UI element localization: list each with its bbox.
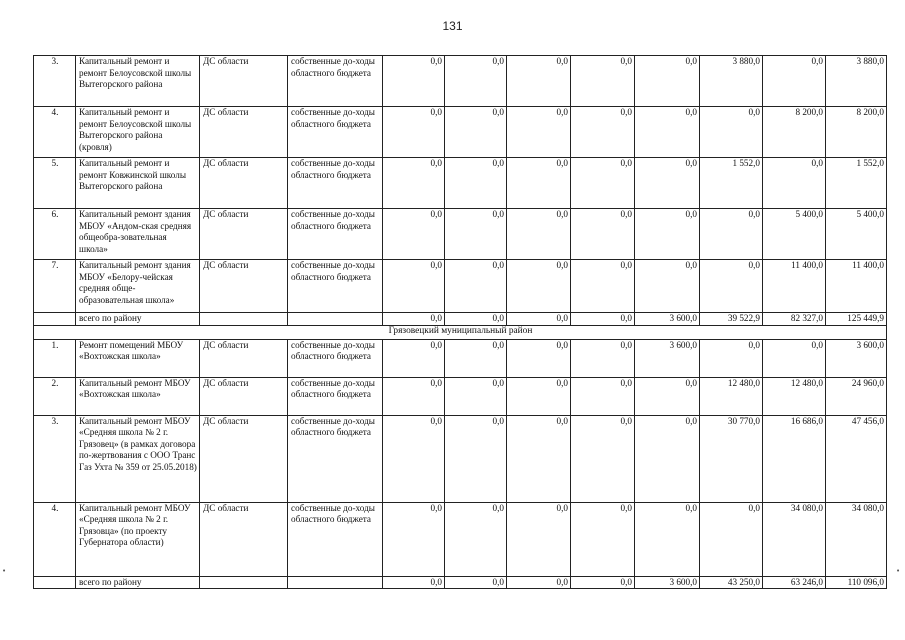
table-row	[34, 158, 887, 209]
amount-cell: 16 686,0	[763, 415, 826, 502]
total-amount: 0,0	[383, 576, 445, 589]
amount-cell: 8 200,0	[826, 107, 887, 158]
total-amount: 3 600,0	[635, 576, 700, 589]
total-blank	[34, 313, 76, 326]
amount-cell: 0,0	[383, 209, 445, 260]
total-amount: 43 250,0	[700, 576, 763, 589]
amount-cell: 47 456,0	[826, 415, 887, 502]
amount-cell: 0,0	[383, 158, 445, 209]
table-body	[34, 56, 887, 589]
total-label: всего по району	[76, 576, 200, 589]
table-row	[34, 209, 887, 260]
executor: ДС области	[200, 158, 288, 209]
executor: ДС области	[200, 377, 288, 415]
amount-cell: 3 880,0	[700, 56, 763, 107]
amount-cell: 0,0	[571, 56, 635, 107]
amount-cell: 0,0	[571, 377, 635, 415]
funding-source: собственные до-ходы областного бюджета	[288, 415, 383, 502]
funding-source: собственные до-ходы областного бюджета	[288, 107, 383, 158]
amount-cell: 0,0	[445, 260, 507, 313]
amount-cell: 0,0	[507, 415, 571, 502]
row-number: 5.	[34, 158, 76, 209]
total-amount: 0,0	[445, 313, 507, 326]
funding-source: собственные до-ходы областного бюджета	[288, 339, 383, 377]
page-number: 131	[442, 19, 463, 33]
amount-cell: 0,0	[383, 56, 445, 107]
amount-cell: 0,0	[383, 260, 445, 313]
amount-cell: 0,0	[571, 107, 635, 158]
total-label: всего по району	[76, 313, 200, 326]
funding-source: собственные до-ходы областного бюджета	[288, 502, 383, 576]
measure-name: Капитальный ремонт здания МБОУ «Андом-ская средняя общеобра-зовательная школа»	[76, 209, 200, 260]
amount-cell: 0,0	[571, 260, 635, 313]
amount-cell: 0,0	[763, 339, 826, 377]
row-number: 7.	[34, 260, 76, 313]
measure-name: Капитальный ремонт и ремонт Ковжинской школы Вытегорского района	[76, 158, 200, 209]
total-amount: 0,0	[445, 576, 507, 589]
measure-name: Капитальный ремонт здания МБОУ «Белору-чейская средняя обще-образовательная школа»	[76, 260, 200, 313]
amount-cell: 0,0	[445, 56, 507, 107]
amount-cell: 0,0	[507, 377, 571, 415]
amount-cell: 0,0	[507, 502, 571, 576]
total-blank	[34, 576, 76, 589]
amount-cell: 0,0	[635, 56, 700, 107]
amount-cell: 0,0	[763, 56, 826, 107]
amount-cell: 34 080,0	[763, 502, 826, 576]
measure-name: Капитальный ремонт и ремонт Белоусовской школы Вытегорского района	[76, 56, 200, 107]
row-number: 4.	[34, 107, 76, 158]
amount-cell: 0,0	[635, 502, 700, 576]
executor: ДС области	[200, 56, 288, 107]
amount-cell: 0,0	[571, 415, 635, 502]
amount-cell: 3 600,0	[635, 339, 700, 377]
total-amount: 0,0	[571, 313, 635, 326]
scan-mark: •	[2, 567, 7, 575]
funding-source: собственные до-ходы областного бюджета	[288, 377, 383, 415]
table-row	[34, 56, 887, 107]
amount-cell: 0,0	[445, 502, 507, 576]
total-amount: 110 096,0	[826, 576, 887, 589]
budget-table	[33, 55, 887, 589]
amount-cell: 8 200,0	[763, 107, 826, 158]
amount-cell: 0,0	[700, 502, 763, 576]
amount-cell: 1 552,0	[700, 158, 763, 209]
row-number: 4.	[34, 502, 76, 576]
amount-cell: 12 480,0	[700, 377, 763, 415]
table-row	[34, 377, 887, 415]
executor: ДС области	[200, 415, 288, 502]
table-row	[34, 107, 887, 158]
amount-cell: 0,0	[383, 339, 445, 377]
total-amount: 0,0	[383, 313, 445, 326]
total-amount: 3 600,0	[635, 313, 700, 326]
total-blank	[288, 576, 383, 589]
row-number: 3.	[34, 56, 76, 107]
total-amount: 82 327,0	[763, 313, 826, 326]
total-amount: 39 522,9	[700, 313, 763, 326]
total-amount: 0,0	[507, 576, 571, 589]
total-blank	[200, 576, 288, 589]
amount-cell: 0,0	[507, 107, 571, 158]
amount-cell: 0,0	[700, 339, 763, 377]
row-number: 6.	[34, 209, 76, 260]
amount-cell: 0,0	[571, 209, 635, 260]
amount-cell: 0,0	[635, 107, 700, 158]
amount-cell: 0,0	[571, 158, 635, 209]
measure-name: Капитальный ремонт МБОУ «Средняя школа № 2 г. Грязовца» (по проекту Губернатора области)	[76, 502, 200, 576]
scan-mark: •	[896, 567, 901, 575]
amount-cell: 0,0	[571, 339, 635, 377]
amount-cell: 0,0	[635, 260, 700, 313]
executor: ДС области	[200, 339, 288, 377]
amount-cell: 0,0	[635, 158, 700, 209]
amount-cell: 0,0	[445, 415, 507, 502]
funding-source: собственные до-ходы областного бюджета	[288, 209, 383, 260]
amount-cell: 30 770,0	[700, 415, 763, 502]
table-row	[34, 339, 887, 377]
total-amount: 0,0	[571, 576, 635, 589]
amount-cell: 0,0	[700, 209, 763, 260]
amount-cell: 12 480,0	[763, 377, 826, 415]
table-row	[34, 260, 887, 313]
row-number: 2.	[34, 377, 76, 415]
total-blank	[200, 313, 288, 326]
amount-cell: 0,0	[700, 260, 763, 313]
amount-cell: 0,0	[383, 377, 445, 415]
amount-cell: 0,0	[445, 107, 507, 158]
amount-cell: 0,0	[635, 415, 700, 502]
total-row	[34, 313, 887, 326]
amount-cell: 0,0	[445, 158, 507, 209]
amount-cell: 0,0	[763, 158, 826, 209]
region-header: Грязовецкий муниципальный район	[34, 325, 887, 339]
table-row	[34, 415, 887, 502]
amount-cell: 0,0	[445, 377, 507, 415]
amount-cell: 1 552,0	[826, 158, 887, 209]
amount-cell: 5 400,0	[763, 209, 826, 260]
row-number: 3.	[34, 415, 76, 502]
amount-cell: 0,0	[635, 209, 700, 260]
funding-source: собственные до-ходы областного бюджета	[288, 158, 383, 209]
amount-cell: 0,0	[700, 107, 763, 158]
funding-source: собственные до-ходы областного бюджета	[288, 56, 383, 107]
total-amount: 63 246,0	[763, 576, 826, 589]
measure-name: Капитальный ремонт МБОУ «Вохтожская школа»	[76, 377, 200, 415]
amount-cell: 0,0	[383, 107, 445, 158]
amount-cell: 5 400,0	[826, 209, 887, 260]
amount-cell: 0,0	[507, 339, 571, 377]
measure-name: Ремонт помещений МБОУ «Вохтожская школа»	[76, 339, 200, 377]
amount-cell: 11 400,0	[763, 260, 826, 313]
amount-cell: 11 400,0	[826, 260, 887, 313]
measure-name: Капитальный ремонт МБОУ «Средняя школа № 2 г. Грязовец» (в рамках договора по-жертвования с ООО Транс Газ Ухта № 359 от 25.05.2018)	[76, 415, 200, 502]
amount-cell: 0,0	[635, 377, 700, 415]
funding-source: собственные до-ходы областного бюджета	[288, 260, 383, 313]
amount-cell: 0,0	[383, 415, 445, 502]
amount-cell: 34 080,0	[826, 502, 887, 576]
executor: ДС области	[200, 209, 288, 260]
executor: ДС области	[200, 502, 288, 576]
amount-cell: 0,0	[507, 56, 571, 107]
amount-cell: 3 600,0	[826, 339, 887, 377]
amount-cell: 0,0	[383, 502, 445, 576]
total-row	[34, 576, 887, 589]
amount-cell: 24 960,0	[826, 377, 887, 415]
row-number: 1.	[34, 339, 76, 377]
executor: ДС области	[200, 260, 288, 313]
amount-cell: 0,0	[445, 339, 507, 377]
total-blank	[288, 313, 383, 326]
region-header-row	[34, 325, 887, 339]
measure-name: Капитальный ремонт и ремонт Белоусовской школы Вытегорского района (кровля)	[76, 107, 200, 158]
executor: ДС области	[200, 107, 288, 158]
amount-cell: 0,0	[507, 158, 571, 209]
amount-cell: 0,0	[507, 260, 571, 313]
amount-cell: 0,0	[507, 209, 571, 260]
amount-cell: 3 880,0	[826, 56, 887, 107]
total-amount: 125 449,9	[826, 313, 887, 326]
amount-cell: 0,0	[571, 502, 635, 576]
amount-cell: 0,0	[445, 209, 507, 260]
total-amount: 0,0	[507, 313, 571, 326]
table-row	[34, 502, 887, 576]
